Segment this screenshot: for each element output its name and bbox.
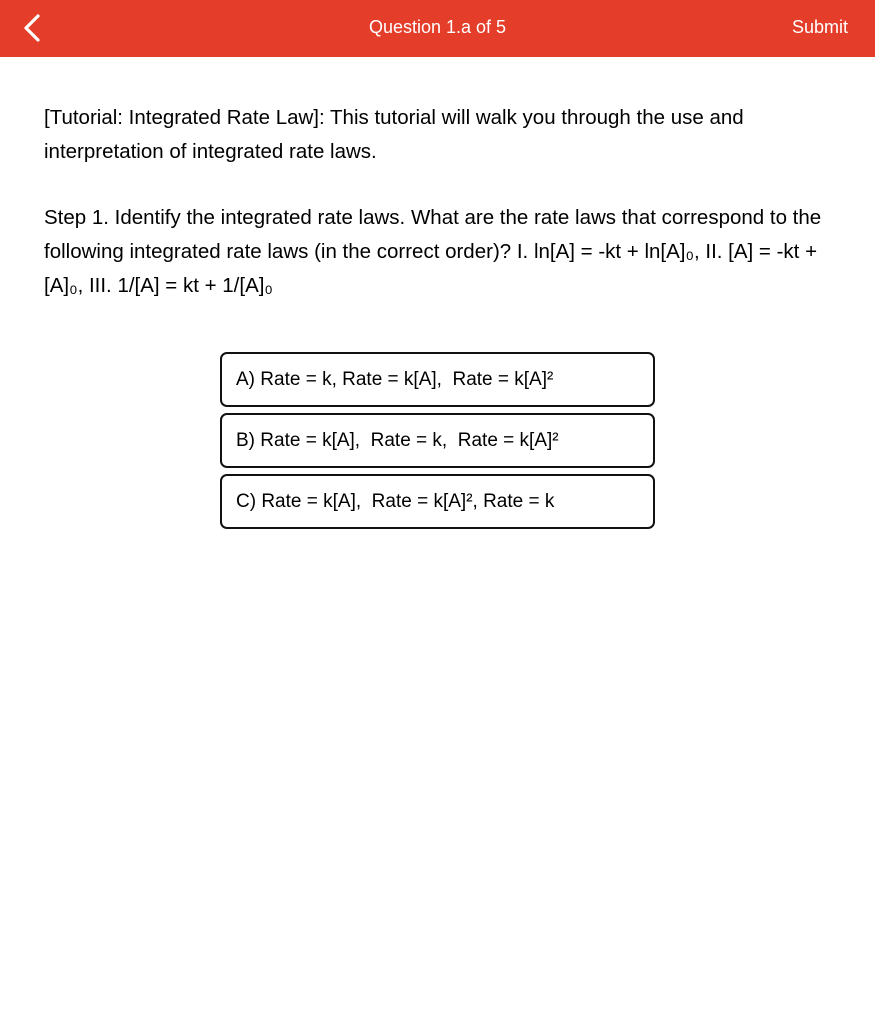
submit-button[interactable]: Submit [791,17,848,37]
question-prompt-text: Step 1. Identify the integrated rate laws. What are the rate laws that correspond to the following integrated rate laws (in the correct order)? I. ln[A] = -kt + ln[A]₀, II. [A] = -kt +[A]₀, III. 1/[A] = kt + 1/[A]₀ [44,206,822,297]
answer-choice-a[interactable]: A) Rate = k, Rate = k[A], Rate = k[A]² [220,352,655,407]
tutorial-intro-text: [Tutorial: Integrated Rate Law]: This tutorial will walk you through the use and interpretation of integrated rate laws. [44,106,744,163]
question-content [44,101,834,303]
answer-choice-c[interactable]: C) Rate = k[A], Rate = k[A]², Rate = k [220,474,655,529]
answer-choice-b[interactable]: B) Rate = k[A], Rate = k, Rate = k[A]² [220,413,655,468]
answer-choices [220,352,655,535]
top-navigation-bar [0,0,875,57]
question-counter-title: Question 1.a of 5 [368,17,507,37]
